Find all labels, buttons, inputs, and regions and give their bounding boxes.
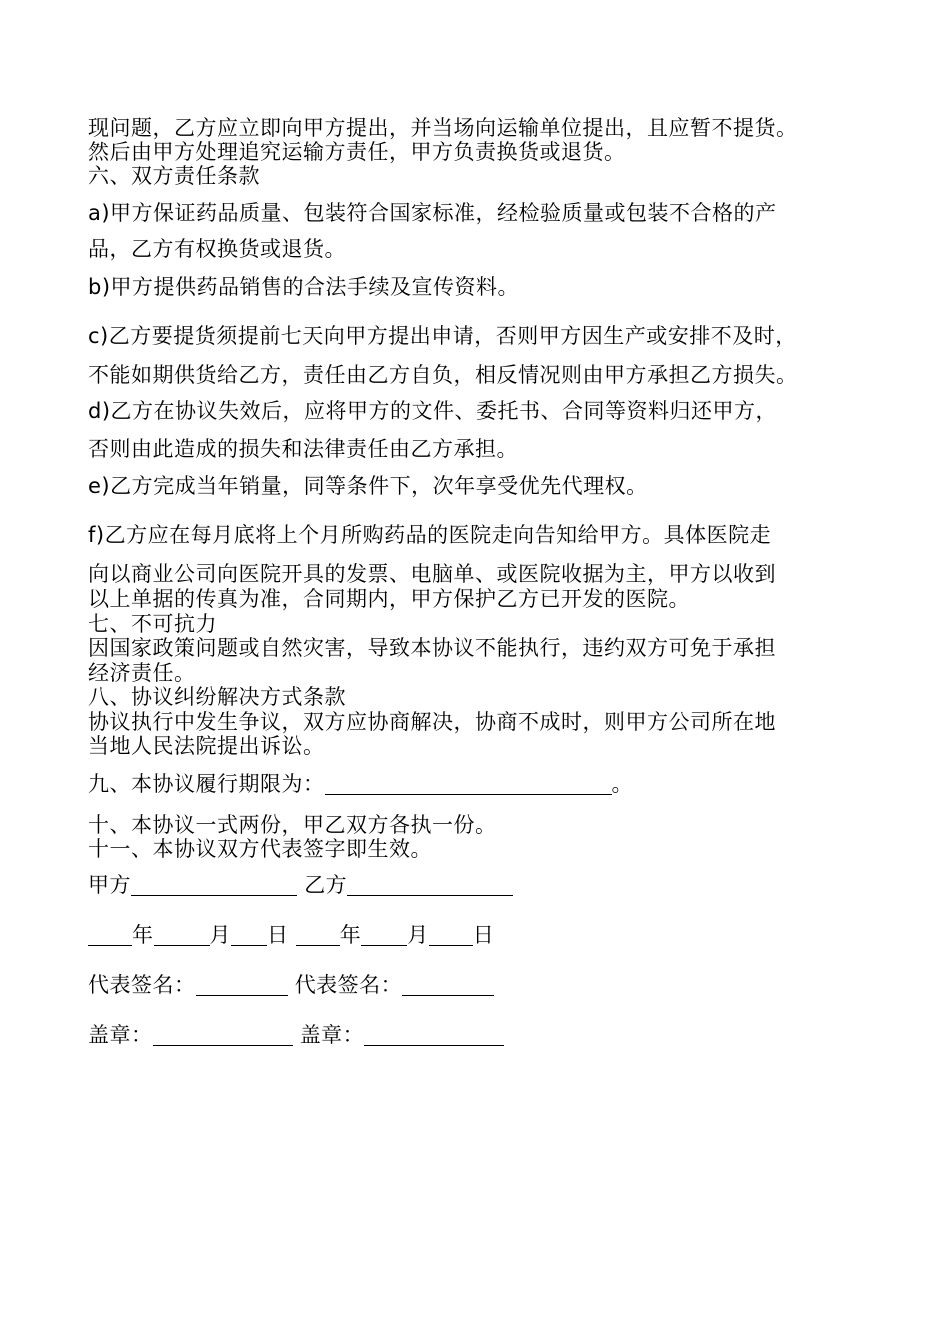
year-blank[interactable] <box>88 923 132 946</box>
month-label: 月 <box>209 923 231 947</box>
clause-a-line: a)甲方保证药品质量、包装符合国家标准，经检验质量或包装不合格的产 <box>88 201 777 225</box>
body-line: 现问题，乙方应立即向甲方提出，并当场向运输单位提出，且应暂不提货。 <box>88 116 798 140</box>
clause-f-line: 向以商业公司向医院开具的发票、电脑单、或医院收据为主，甲方以收到 <box>88 562 776 586</box>
body-line: 因国家政策问题或自然灾害，导致本协议不能执行，违约双方可免于承担 <box>88 636 776 660</box>
clause-d-line: 否则由此造成的损失和法律责任由乙方承担。 <box>88 437 518 461</box>
section-heading: 六、双方责任条款 <box>88 164 260 188</box>
body-line: 协议执行中发生争议，双方应协商解决，协商不成时，则甲方公司所在地 <box>88 710 776 734</box>
copies-line: 十、本协议一式两份，甲乙双方各执一份。 <box>88 813 497 837</box>
seal-label: 盖章： <box>88 1023 153 1047</box>
signature-a-blank[interactable] <box>196 973 288 996</box>
body-line: 然后由甲方处理追究运输方责任，甲方负责换货或退货。 <box>88 140 626 164</box>
clause-f-line: f)乙方应在每月底将上个月所购药品的医院走向告知给甲方。具体医院走 <box>88 523 772 547</box>
body-line: 经济责任。 <box>88 661 196 685</box>
clause-b-line: b)甲方提供药品销售的合法手续及宣传资料。 <box>88 275 520 299</box>
date-line <box>88 922 494 948</box>
signature-line <box>88 972 494 998</box>
clause-f-line: 以上单据的传真为准，合同期内，甲方保护乙方已开发的医院。 <box>88 587 690 611</box>
section-heading: 七、不可抗力 <box>88 612 217 636</box>
month-blank[interactable] <box>361 923 407 946</box>
year-label: 年 <box>132 923 154 947</box>
year-label: 年 <box>339 923 362 947</box>
year-blank[interactable] <box>296 923 340 946</box>
effective-line: 十一、本协议双方代表签字即生效。 <box>88 837 432 861</box>
party-a-blank[interactable] <box>131 873 297 896</box>
party-line <box>88 872 513 898</box>
clause-c-line: c)乙方要提货须提前七天向甲方提出申请，否则甲方因生产或安排不及时， <box>88 324 797 348</box>
month-label: 月 <box>407 923 429 947</box>
term-end: 。 <box>611 772 633 796</box>
term-blank[interactable] <box>325 772 612 795</box>
day-blank[interactable] <box>231 923 267 946</box>
party-b-blank[interactable] <box>347 873 513 896</box>
day-label: 日 <box>267 923 289 947</box>
party-b-label: 乙方 <box>304 873 348 897</box>
clause-a-line: 品，乙方有权换货或退货。 <box>88 237 346 261</box>
signature-label: 代表签名： <box>294 973 403 997</box>
term-line <box>88 771 633 797</box>
month-blank[interactable] <box>154 923 210 946</box>
clause-e-line: e)乙方完成当年销量，同等条件下，次年享受优先代理权。 <box>88 474 648 498</box>
party-a-label: 甲方 <box>88 873 131 897</box>
clause-c-line: 不能如期供货给乙方，责任由乙方自负，相反情况则由甲方承担乙方损失。 <box>88 363 798 387</box>
seal-line <box>88 1022 504 1048</box>
seal-b-blank[interactable] <box>364 1023 504 1046</box>
term-label: 九、本协议履行期限为： <box>88 772 325 796</box>
clause-d-line: d)乙方在协议失效后，应将甲方的文件、委托书、合同等资料归还甲方， <box>88 399 778 423</box>
seal-label: 盖章： <box>299 1023 365 1047</box>
seal-a-blank[interactable] <box>153 1023 293 1046</box>
signature-b-blank[interactable] <box>402 973 494 996</box>
day-blank[interactable] <box>429 923 473 946</box>
body-line: 当地人民法院提出诉讼。 <box>88 734 325 758</box>
day-label: 日 <box>472 923 495 947</box>
signature-label: 代表签名： <box>88 973 196 997</box>
section-heading: 八、协议纠纷解决方式条款 <box>88 685 346 709</box>
